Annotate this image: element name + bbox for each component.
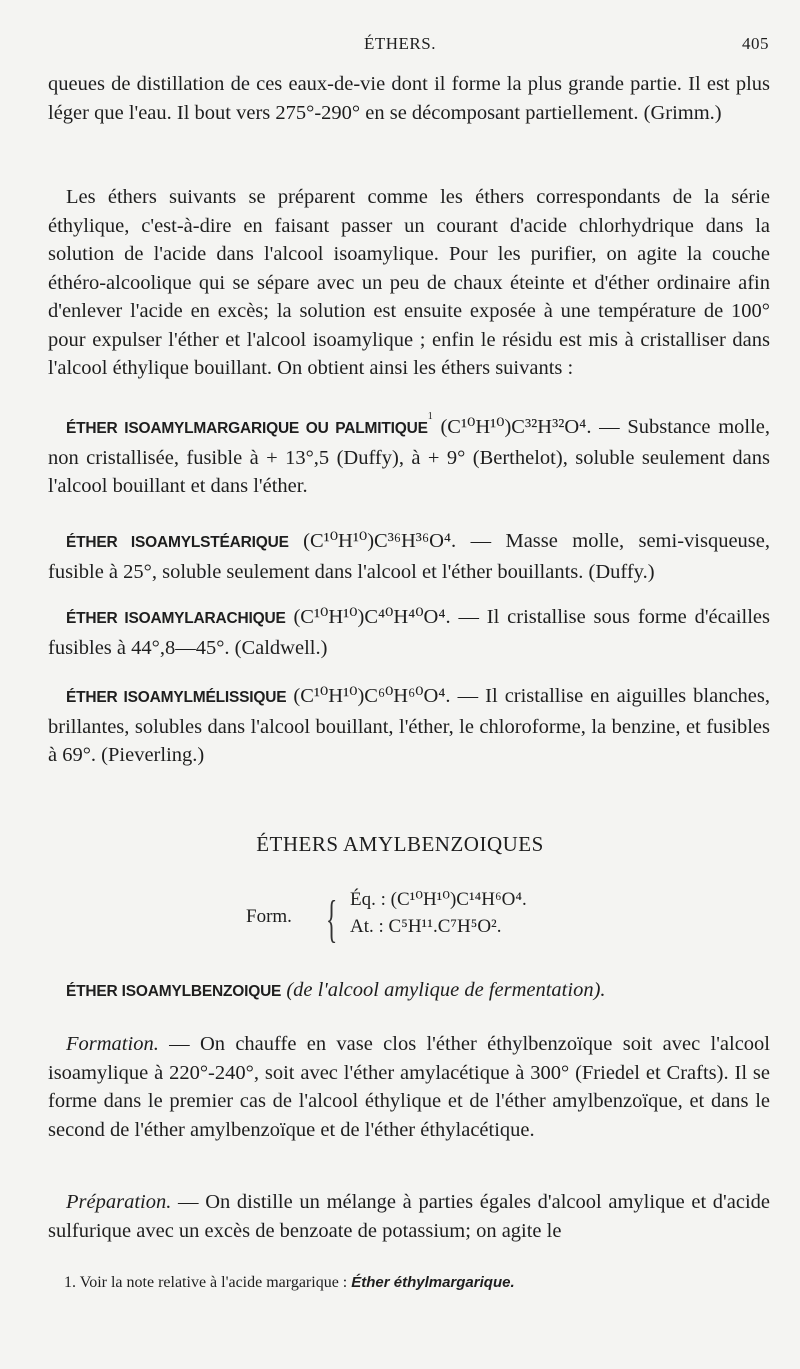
entry-stearique [48,527,770,586]
paragraph-preparation-method: Les éthers suivants se préparent comme les éthers correspondants de la série éthylique, c'est-à-dire en faisant passer un courant d'acide chlorhydrique dans la solution de l'acide dans l'alcool isoamylique. Pour les purifier, on agite la couche éthéro-alcoolique qui se sépare avec un peu de chaux éteinte et d'éther ordinaire afin d'enlever l'acide en excès; la solution est ensuite exposée à une température de 100° pour expulser l'éther et l'alcool isoamylique ; enfin le résidu est mis à cristalliser dans l'alcool éthylique bouillant. On obtient ainsi les éthers suivants : [48,186,770,379]
entry-melissique [48,682,770,770]
entry-text: — Masse molle, semi-visqueuse, fusible à 25°, soluble seulement dans l'alcool et l'éther bouillants. (Duffy.) [48,530,770,583]
formula-label: Form. [246,906,292,927]
footnote-text: Voir la note relative à l'acide margarique : [79,1274,352,1291]
entry-formula: (C¹⁰H¹⁰)C⁶⁰H⁶⁰O⁴. [293,685,451,707]
entry-formula: (C¹⁰H¹⁰)C³⁶H³⁶O⁴. [303,530,457,552]
benzoic-label: ÉTHER ISOAMYLBENZOIQUE [66,983,282,1000]
brace-icon: { [326,891,338,948]
formation-label: Formation. [66,1033,159,1055]
paragraph-formation [48,1030,770,1144]
entry-label: ÉTHER ISOAMYLSTÉARIQUE [66,534,289,551]
section-title: ÉTHERS AMYLBENZOIQUES [256,832,544,856]
footnote-mark: 1. [64,1274,76,1291]
preparation-label: Préparation. [66,1191,172,1213]
entry-text: — Substance molle, non cristallisée, fusible à + 13°,5 (Duffy), à + 9° (Berthelot), soluble seulement dans l'alcool bouillant et dans l'éther. [48,416,771,497]
benzoic-subtitle: (de l'alcool amylique de fermentation). [286,979,606,1001]
paragraph-continuation: queues de distillation de ces eaux-de-vie dont il forme la plus grande partie. Il est plus léger que l'eau. Il bout vers 275°-290° en se décomposant partiellement. (Grimm.) [48,73,770,124]
entry-label: ÉTHER ISOAMYLMARGARIQUE OU PALMITIQUE [66,420,428,437]
formula-atomic: At. : C⁵H¹¹.C⁷H⁵O². [350,916,502,937]
entry-formula: (C¹⁰H¹⁰)C⁴⁰H⁴⁰O⁴. [293,606,451,628]
entry-text: — Il cristallise en aiguilles blanches, brillantes, solubles dans l'alcool bouillant, l'éther, le chloroforme, la benzine, et fusibles à 69°. (Pieverling.) [48,685,771,766]
entry-text: — Il cristallise sous forme d'écailles fusibles à 44°,8—45°. (Caldwell.) [48,606,771,659]
formula-equivalent: Éq. : (C¹⁰H¹⁰)C¹⁴H⁶O⁴. [350,889,527,910]
entry-palmitique [48,413,770,501]
entry-label: ÉTHER ISOAMYLMÉLISSIQUE [66,689,287,706]
entry-arachique [48,603,770,662]
running-head: ÉTHERS. [364,34,436,53]
preparation-text: — On distille un mélange à parties égales d'alcool amylique et d'acide sulfurique avec un excès de benzoate de potassium; on agite le [48,1191,770,1242]
footnote-reference: Éther éthylmargarique. [351,1274,515,1291]
benzoic-heading [48,976,770,1007]
footnote-ref: 1 [427,411,433,422]
page-number: 405 [742,34,769,53]
entry-label: ÉTHER ISOAMYLARACHIQUE [66,610,286,627]
paragraph-preparation [48,1188,770,1245]
entry-formula: (C¹⁰H¹⁰)C³²H³²O⁴. [440,416,592,438]
formation-text: — On chauffe en vase clos l'éther éthylbenzoïque soit avec l'alcool isoamylique à 220°-240°, soit avec l'éther amylacétique à 300° (Friedel et Crafts). Il se forme dans le premier cas de l'alcool éthylique et de l'éther amylbenzoïque, et dans le second de l'éther amylbenzoïque et de l'éther éthylacétique. [48,1033,770,1141]
footnote [64,1274,515,1292]
